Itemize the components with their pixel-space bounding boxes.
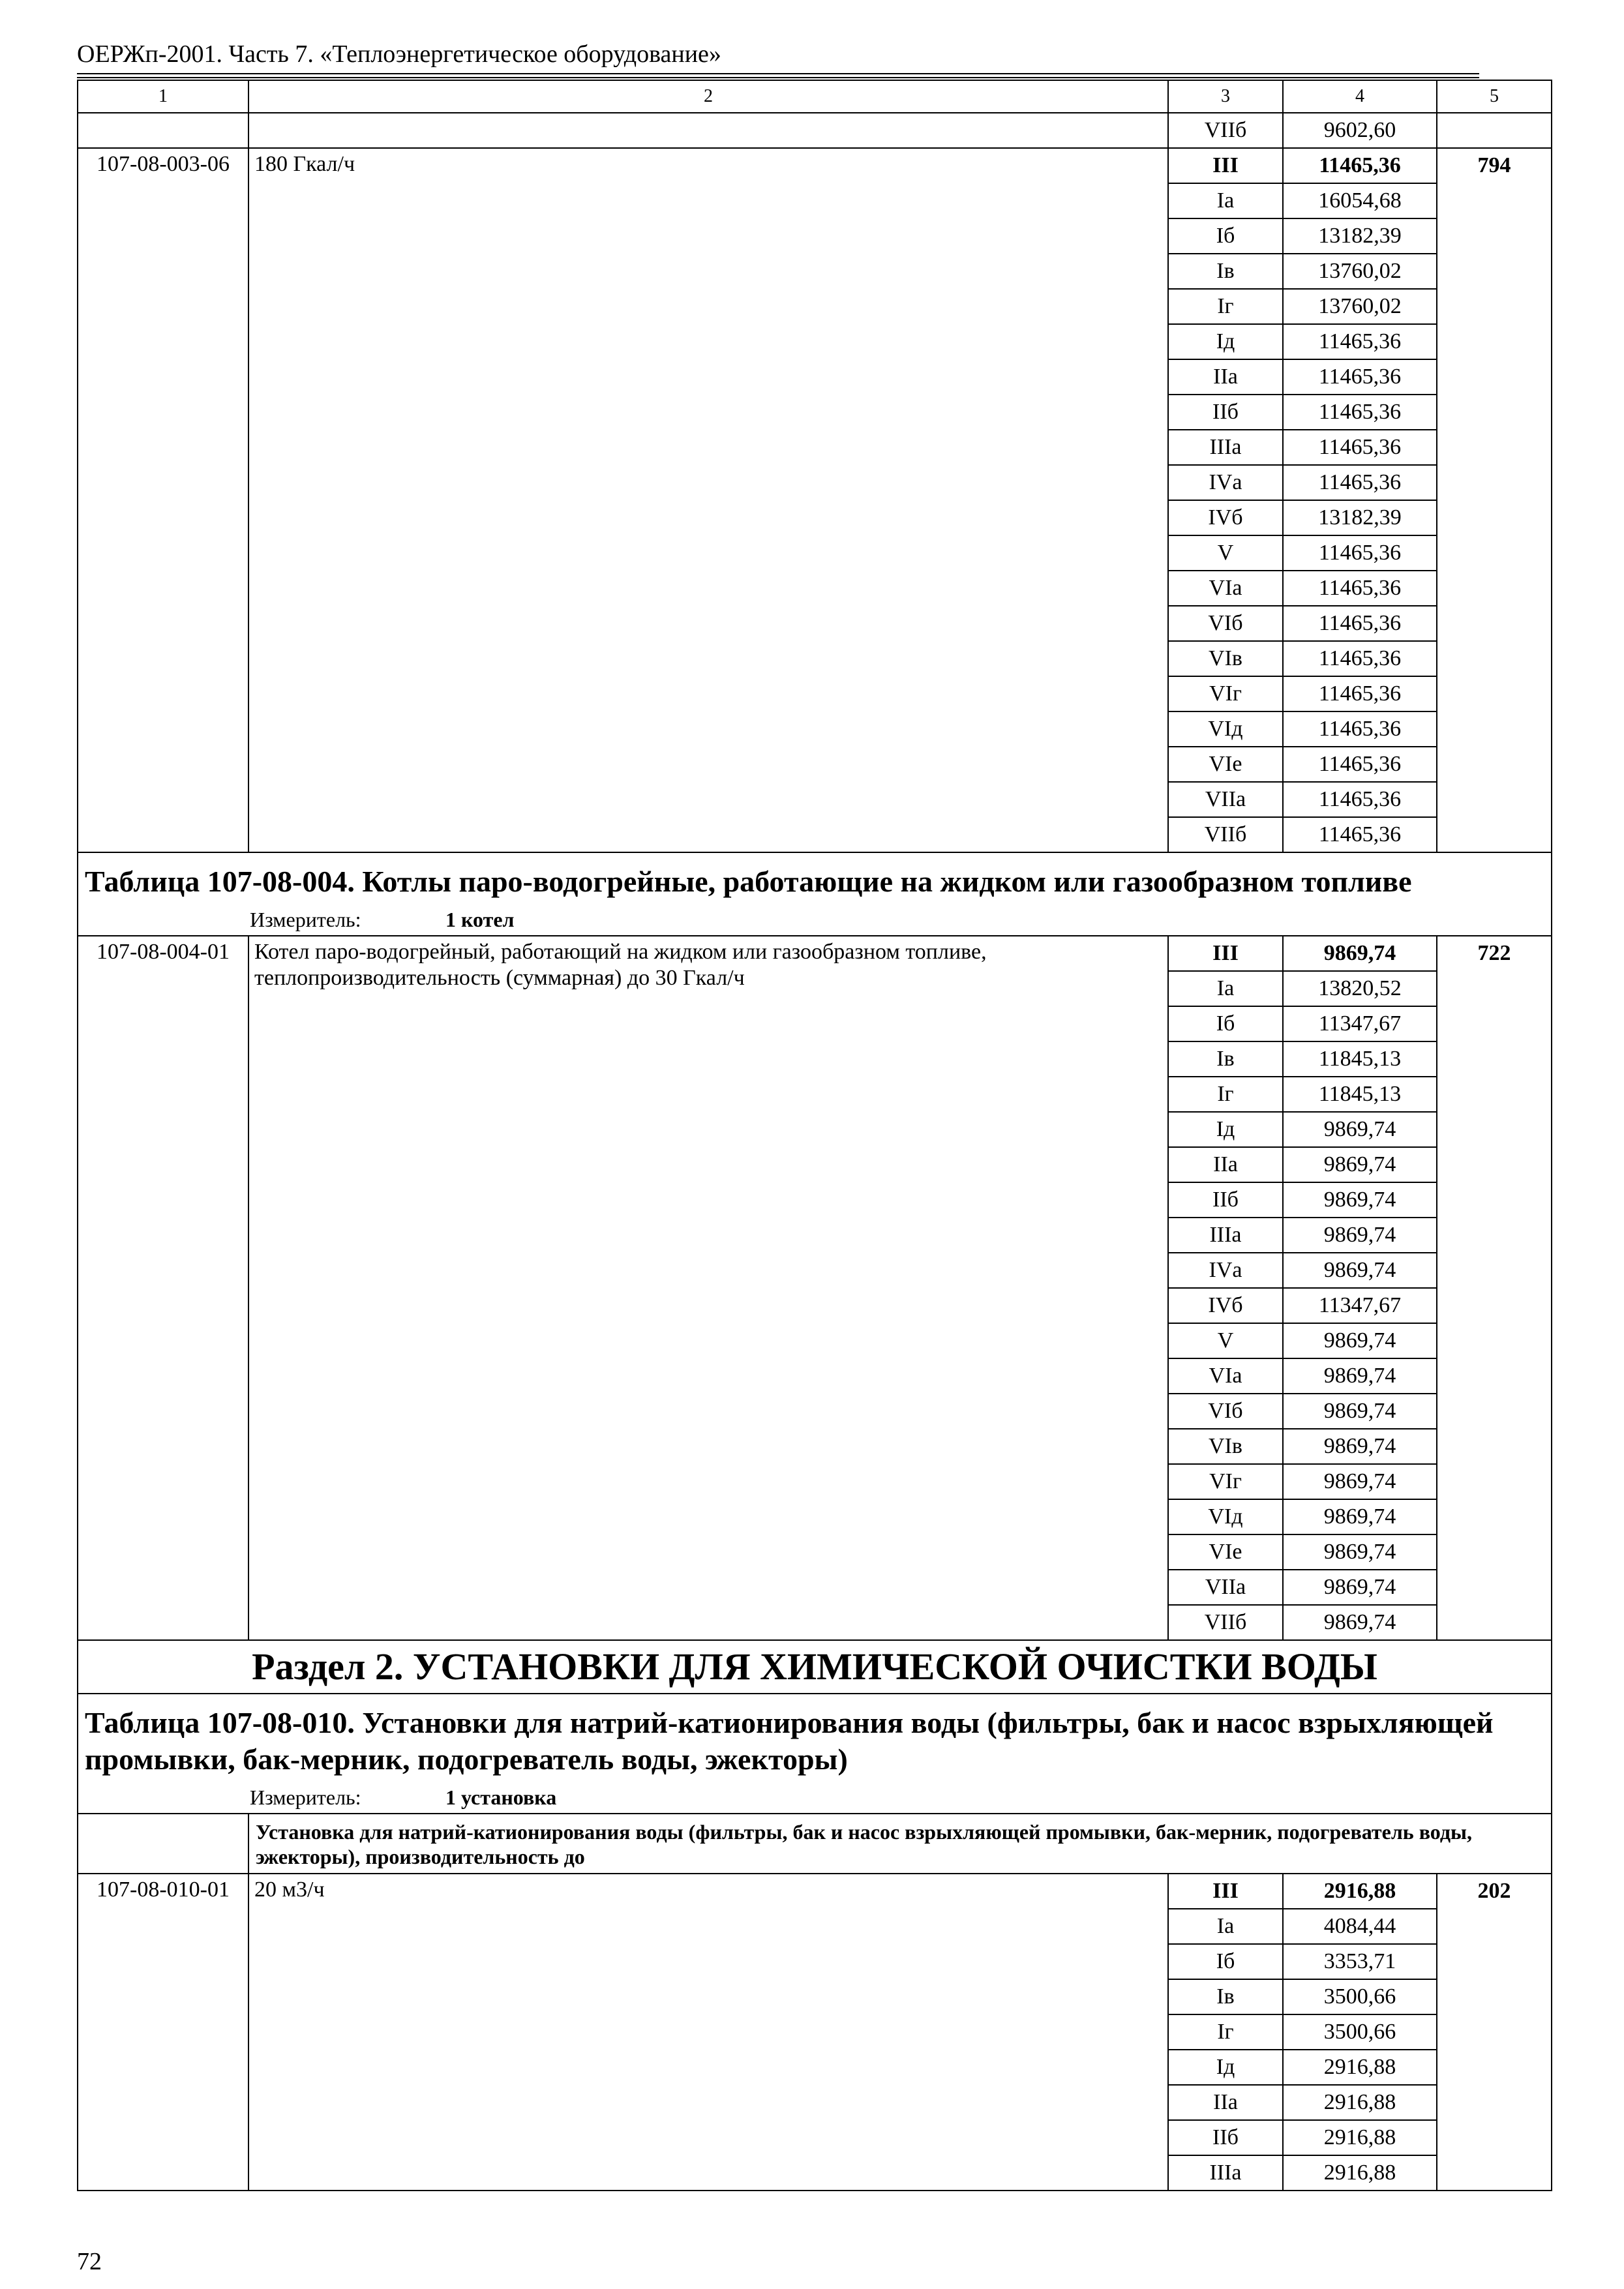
table-title: Таблица 107-08-010. Установки для натрий-катионирования воды (фильтры, бак и насос взрыхляющей промывки, бак-мерник, подогреватель воды, эжекторы) (78, 1694, 1552, 1784)
column-number: 2 (248, 80, 1168, 113)
zone-cell: V (1168, 1323, 1283, 1358)
group-description-row (78, 1814, 1552, 1874)
measure-cell (78, 906, 1552, 936)
value-cell: 11465,36 (1283, 359, 1437, 395)
zone-cell: Iд (1168, 324, 1283, 359)
value-cell: 11845,13 (1283, 1041, 1437, 1077)
value-cell: 9869,74 (1283, 1253, 1437, 1288)
zone-cell: Iв (1168, 1041, 1283, 1077)
zone-cell: III (1168, 148, 1283, 183)
value-cell: 9869,74 (1283, 1570, 1437, 1605)
value-cell: 9869,74 (1283, 1358, 1437, 1394)
value-cell: 13182,39 (1283, 500, 1437, 535)
value-cell: 9869,74 (1283, 1147, 1437, 1182)
item-code: 107-08-010-01 (78, 1874, 248, 2191)
item-name: 180 Гкал/ч (248, 148, 1168, 852)
value-cell: 13820,52 (1283, 971, 1437, 1006)
page-number: 72 (77, 2248, 102, 2275)
value-cell: 11347,67 (1283, 1006, 1437, 1041)
zone-cell: V (1168, 535, 1283, 571)
value-cell: 2916,88 (1283, 2085, 1437, 2120)
zone-cell: VIIа (1168, 782, 1283, 817)
value-cell: 11465,36 (1283, 606, 1437, 641)
zone-cell: III (1168, 936, 1283, 971)
zone-cell: VIа (1168, 571, 1283, 606)
table-title: Таблица 107-08-004. Котлы паро-водогрейные, работающие на жидком или газообразном топливе (78, 852, 1552, 906)
value-cell: 4084,44 (1283, 1909, 1437, 1944)
measure-cell (78, 1784, 1552, 1814)
value-cell: 2916,88 (1283, 1874, 1437, 1909)
value-cell: 9869,74 (1283, 936, 1437, 971)
value-cell: 9869,74 (1283, 1534, 1437, 1570)
value-cell: 2916,88 (1283, 2120, 1437, 2155)
table-row (78, 936, 1552, 971)
zone-cell: IIа (1168, 1147, 1283, 1182)
value-cell: 9602,60 (1283, 113, 1437, 148)
zone-cell: VIIб (1168, 113, 1283, 148)
value-cell: 9869,74 (1283, 1499, 1437, 1534)
zone-cell: VIг (1168, 1464, 1283, 1499)
zone-cell: Iб (1168, 218, 1283, 254)
zone-cell: Iа (1168, 183, 1283, 218)
value-cell: 11465,36 (1283, 465, 1437, 500)
table-heading-row (78, 1694, 1552, 1784)
item-code: 107-08-004-01 (78, 936, 248, 1640)
column-number-row (78, 80, 1552, 113)
value-cell: 11465,36 (1283, 782, 1437, 817)
total-cell (1437, 113, 1552, 148)
value-cell: 2916,88 (1283, 2050, 1437, 2085)
zone-cell: VIд (1168, 711, 1283, 747)
value-cell: 11465,36 (1283, 324, 1437, 359)
value-cell: 11465,36 (1283, 430, 1437, 465)
zone-cell: Iа (1168, 971, 1283, 1006)
column-number: 5 (1437, 80, 1552, 113)
zone-cell: IVа (1168, 1253, 1283, 1288)
zone-cell: Iд (1168, 2050, 1283, 2085)
zone-cell: VIIа (1168, 1570, 1283, 1605)
column-number: 3 (1168, 80, 1283, 113)
zone-cell: III (1168, 1874, 1283, 1909)
measure-label: Измеритель: (250, 908, 361, 931)
zone-cell: IVа (1168, 465, 1283, 500)
measure-row (78, 906, 1552, 936)
value-cell: 11465,36 (1283, 395, 1437, 430)
zone-cell: IIб (1168, 1182, 1283, 1218)
value-cell: 13760,02 (1283, 254, 1437, 289)
header-rule-thin (77, 77, 1479, 78)
item-total: 722 (1437, 936, 1552, 1640)
zone-cell: VIб (1168, 1394, 1283, 1429)
item-total: 794 (1437, 148, 1552, 852)
value-cell: 9869,74 (1283, 1429, 1437, 1464)
value-cell: 11465,36 (1283, 641, 1437, 676)
price-table (77, 80, 1552, 2191)
value-cell: 9869,74 (1283, 1464, 1437, 1499)
zone-cell: Iг (1168, 1077, 1283, 1112)
value-cell: 3353,71 (1283, 1944, 1437, 1979)
value-cell: 9869,74 (1283, 1605, 1437, 1640)
value-cell: 11465,36 (1283, 817, 1437, 852)
measure-value: 1 котел (445, 908, 515, 931)
table-row (78, 148, 1552, 183)
zone-cell: VIд (1168, 1499, 1283, 1534)
name-cell (248, 113, 1168, 148)
zone-cell: IIIа (1168, 1218, 1283, 1253)
zone-cell: Iг (1168, 2014, 1283, 2050)
zone-cell: IIа (1168, 2085, 1283, 2120)
value-cell: 9869,74 (1283, 1112, 1437, 1147)
zone-cell: VIе (1168, 747, 1283, 782)
zone-cell: Iв (1168, 254, 1283, 289)
zone-cell: VIIб (1168, 817, 1283, 852)
column-number: 1 (78, 80, 248, 113)
value-cell: 11347,67 (1283, 1288, 1437, 1323)
item-name: 20 м3/ч (248, 1874, 1168, 2191)
column-number: 4 (1283, 80, 1437, 113)
value-cell: 3500,66 (1283, 2014, 1437, 2050)
running-header: ОЕРЖп-2001. Часть 7. «Теплоэнергетическое оборудование» (77, 40, 721, 68)
measure-row (78, 1784, 1552, 1814)
value-cell: 9869,74 (1283, 1218, 1437, 1253)
zone-cell: VIе (1168, 1534, 1283, 1570)
value-cell: 3500,66 (1283, 1979, 1437, 2014)
value-cell: 9869,74 (1283, 1182, 1437, 1218)
value-cell: 9869,74 (1283, 1394, 1437, 1429)
zone-cell: VIIб (1168, 1605, 1283, 1640)
value-cell: 2916,88 (1283, 2155, 1437, 2191)
value-cell: 11465,36 (1283, 676, 1437, 711)
value-cell: 11845,13 (1283, 1077, 1437, 1112)
measure-label: Измеритель: (250, 1786, 361, 1809)
zone-cell: Iд (1168, 1112, 1283, 1147)
code-cell (78, 113, 248, 148)
zone-cell: Iа (1168, 1909, 1283, 1944)
price-table-body (78, 80, 1552, 2191)
zone-cell: VIв (1168, 1429, 1283, 1464)
zone-cell: IVб (1168, 500, 1283, 535)
zone-cell: VIв (1168, 641, 1283, 676)
zone-cell: Iб (1168, 1944, 1283, 1979)
measure-value: 1 установка (445, 1786, 557, 1809)
value-cell: 11465,36 (1283, 711, 1437, 747)
value-cell: 11465,36 (1283, 747, 1437, 782)
zone-cell: Iб (1168, 1006, 1283, 1041)
zone-cell: VIа (1168, 1358, 1283, 1394)
item-total: 202 (1437, 1874, 1552, 2191)
group-description: Установка для натрий-катионирования воды (фильтры, бак и насос взрыхляющей промывки, бак-мерник, подогреватель воды, эжекторы), производительность до (248, 1814, 1552, 1874)
continuation-row (78, 113, 1552, 148)
value-cell: 11465,36 (1283, 571, 1437, 606)
zone-cell: IIб (1168, 2120, 1283, 2155)
value-cell: 11465,36 (1283, 535, 1437, 571)
code-cell (78, 1814, 248, 1874)
table-row (78, 1874, 1552, 1909)
zone-cell: Iг (1168, 289, 1283, 324)
section-heading-row (78, 1640, 1552, 1694)
value-cell: 9869,74 (1283, 1323, 1437, 1358)
zone-cell: IIIа (1168, 2155, 1283, 2191)
zone-cell: VIг (1168, 676, 1283, 711)
zone-cell: IVб (1168, 1288, 1283, 1323)
zone-cell: IIIа (1168, 430, 1283, 465)
zone-cell: IIа (1168, 359, 1283, 395)
value-cell: 13182,39 (1283, 218, 1437, 254)
item-name: Котел паро-водогрейный, работающий на жидком или газообразном топливе, теплопроизводительность (суммарная) до 30 Гкал/ч (248, 936, 1168, 1640)
value-cell: 13760,02 (1283, 289, 1437, 324)
value-cell: 16054,68 (1283, 183, 1437, 218)
item-code: 107-08-003-06 (78, 148, 248, 852)
table-heading-row (78, 852, 1552, 906)
zone-cell: VIб (1168, 606, 1283, 641)
section-title: Раздел 2. УСТАНОВКИ ДЛЯ ХИМИЧЕСКОЙ ОЧИСТКИ ВОДЫ (78, 1640, 1552, 1694)
zone-cell: Iв (1168, 1979, 1283, 2014)
header-rule (77, 73, 1479, 74)
value-cell: 11465,36 (1283, 148, 1437, 183)
zone-cell: IIб (1168, 395, 1283, 430)
